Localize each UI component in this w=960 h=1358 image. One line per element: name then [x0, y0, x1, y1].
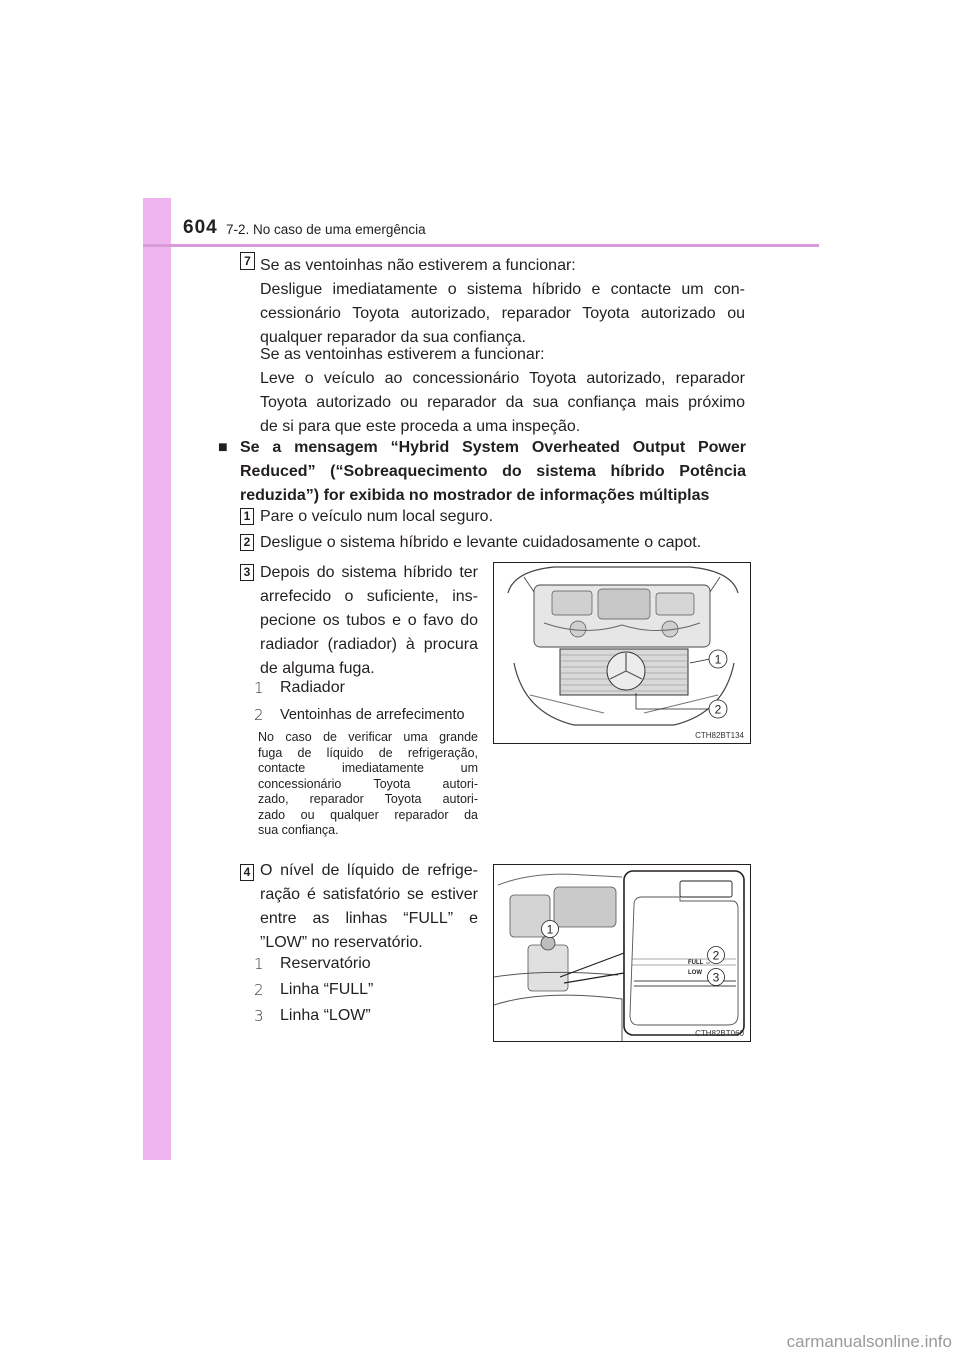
engine-bay-illustration [494, 563, 750, 743]
step-3-line: pecione os tubos e o favo do [260, 612, 478, 629]
step-4-line: ”LOW” no reservatório. [260, 934, 423, 951]
figure-code: CTH82BT060 [695, 1029, 744, 1038]
step-4-text [260, 859, 478, 955]
step-1-text: Pare o veículo num local seguro. [260, 508, 494, 525]
note-line: fuga de líquido de refrigeração, [258, 745, 478, 760]
note-line: concessionário Toyota autori- [258, 776, 478, 791]
chapter-tab: 7 [240, 252, 255, 270]
chapter-sidebar [143, 198, 171, 1160]
figure-callout: 3 [712, 970, 720, 985]
case2-line: de si para que este proceda a uma inspeção. [260, 418, 581, 435]
figure-callout: 1 [546, 922, 554, 937]
step-3-text [260, 561, 478, 681]
reservoir-figure [493, 864, 751, 1042]
step-3-line: arrefecido o suficiente, ins- [260, 588, 478, 605]
note-line: zado, reparador Toyota autori- [258, 792, 478, 806]
note-line: No caso de verificar uma grande [258, 730, 478, 744]
step-3-line: de alguma fuga. [260, 660, 375, 677]
legend-number: 3 [254, 1007, 264, 1025]
step-4-line: entre as linhas “FULL” e [260, 910, 478, 927]
step-3-line: Depois do sistema híbrido ter [260, 564, 478, 581]
case1-line: Se as ventoinhas não estiverem a funcionar: [260, 257, 576, 274]
note-line: sua confiança. [258, 823, 339, 837]
note-line: contacte imediatamente um [258, 761, 478, 775]
case2-line: Se as ventoinhas estiverem a funcionar: [260, 346, 545, 363]
step-4-line: O nível de líquido de refrige- [260, 862, 478, 879]
case1-line: cessionário Toyota autorizado, reparador Toyota autorizado ou [260, 305, 745, 322]
square-bullet-icon: ■ [218, 439, 228, 456]
page-number: 604 [183, 217, 218, 238]
step-number: 2 [240, 534, 254, 551]
legend-label: Radiador [280, 679, 345, 696]
low-line-label: LOW [688, 970, 702, 976]
step-number: 3 [240, 564, 254, 581]
engine-bay-figure [493, 562, 751, 744]
figure-callout: 2 [714, 702, 722, 717]
header-rule [143, 244, 819, 247]
step-2-text: Desligue o sistema híbrido e levante cuidadosamente o capot. [260, 534, 702, 551]
step-3-line: radiador (radiador) à procura [260, 636, 478, 653]
heading-line: Se a mensagem “Hybrid System Overheated Output Power [240, 439, 746, 456]
case2-line: Leve o veículo ao concessionário Toyota autorizado, reparador [260, 370, 745, 387]
heading-line: reduzida”) for exibida no mostrador de informações múltiplas [240, 487, 710, 504]
step-number: 1 [240, 508, 254, 525]
figure-callout: 1 [714, 652, 722, 667]
heading-line: Reduced” (“Sobreaquecimento do sistema híbrido Potência [240, 463, 746, 480]
note-line: zado ou qualquer reparador da [258, 807, 478, 822]
case2-paragraph [260, 343, 745, 439]
watermark: carmanualsonline.info [786, 1332, 952, 1351]
step-4-line: ração é satisfatório se estiver [260, 886, 478, 903]
legend-number: 1 [254, 955, 264, 973]
legend-label: Linha “LOW” [280, 1007, 371, 1024]
reservoir-illustration [494, 865, 750, 1041]
legend-number: 1 [254, 679, 264, 697]
legend-number: 2 [254, 706, 264, 724]
step-number: 4 [240, 864, 254, 881]
section-title: 7-2. No caso de uma emergência [226, 222, 426, 237]
full-line-label: FULL [688, 960, 704, 966]
legend-label: Reservatório [280, 955, 371, 972]
legend-label: Ventoinhas de arrefecimento [280, 707, 465, 723]
case1-line: qualquer reparador da sua confiança. [260, 329, 526, 346]
legend-number: 2 [254, 981, 264, 999]
case1-line: Desligue imediatamente o sistema híbrido e contacte um con- [260, 281, 745, 298]
figure-callout: 2 [712, 948, 720, 963]
case2-line: Toyota autorizado ou reparador da sua confiança mais próximo [260, 394, 745, 411]
case1-paragraph [260, 254, 745, 350]
leak-note [258, 730, 478, 839]
figure-code: CTH82BT134 [695, 731, 744, 740]
legend-label: Linha “FULL” [280, 981, 374, 998]
